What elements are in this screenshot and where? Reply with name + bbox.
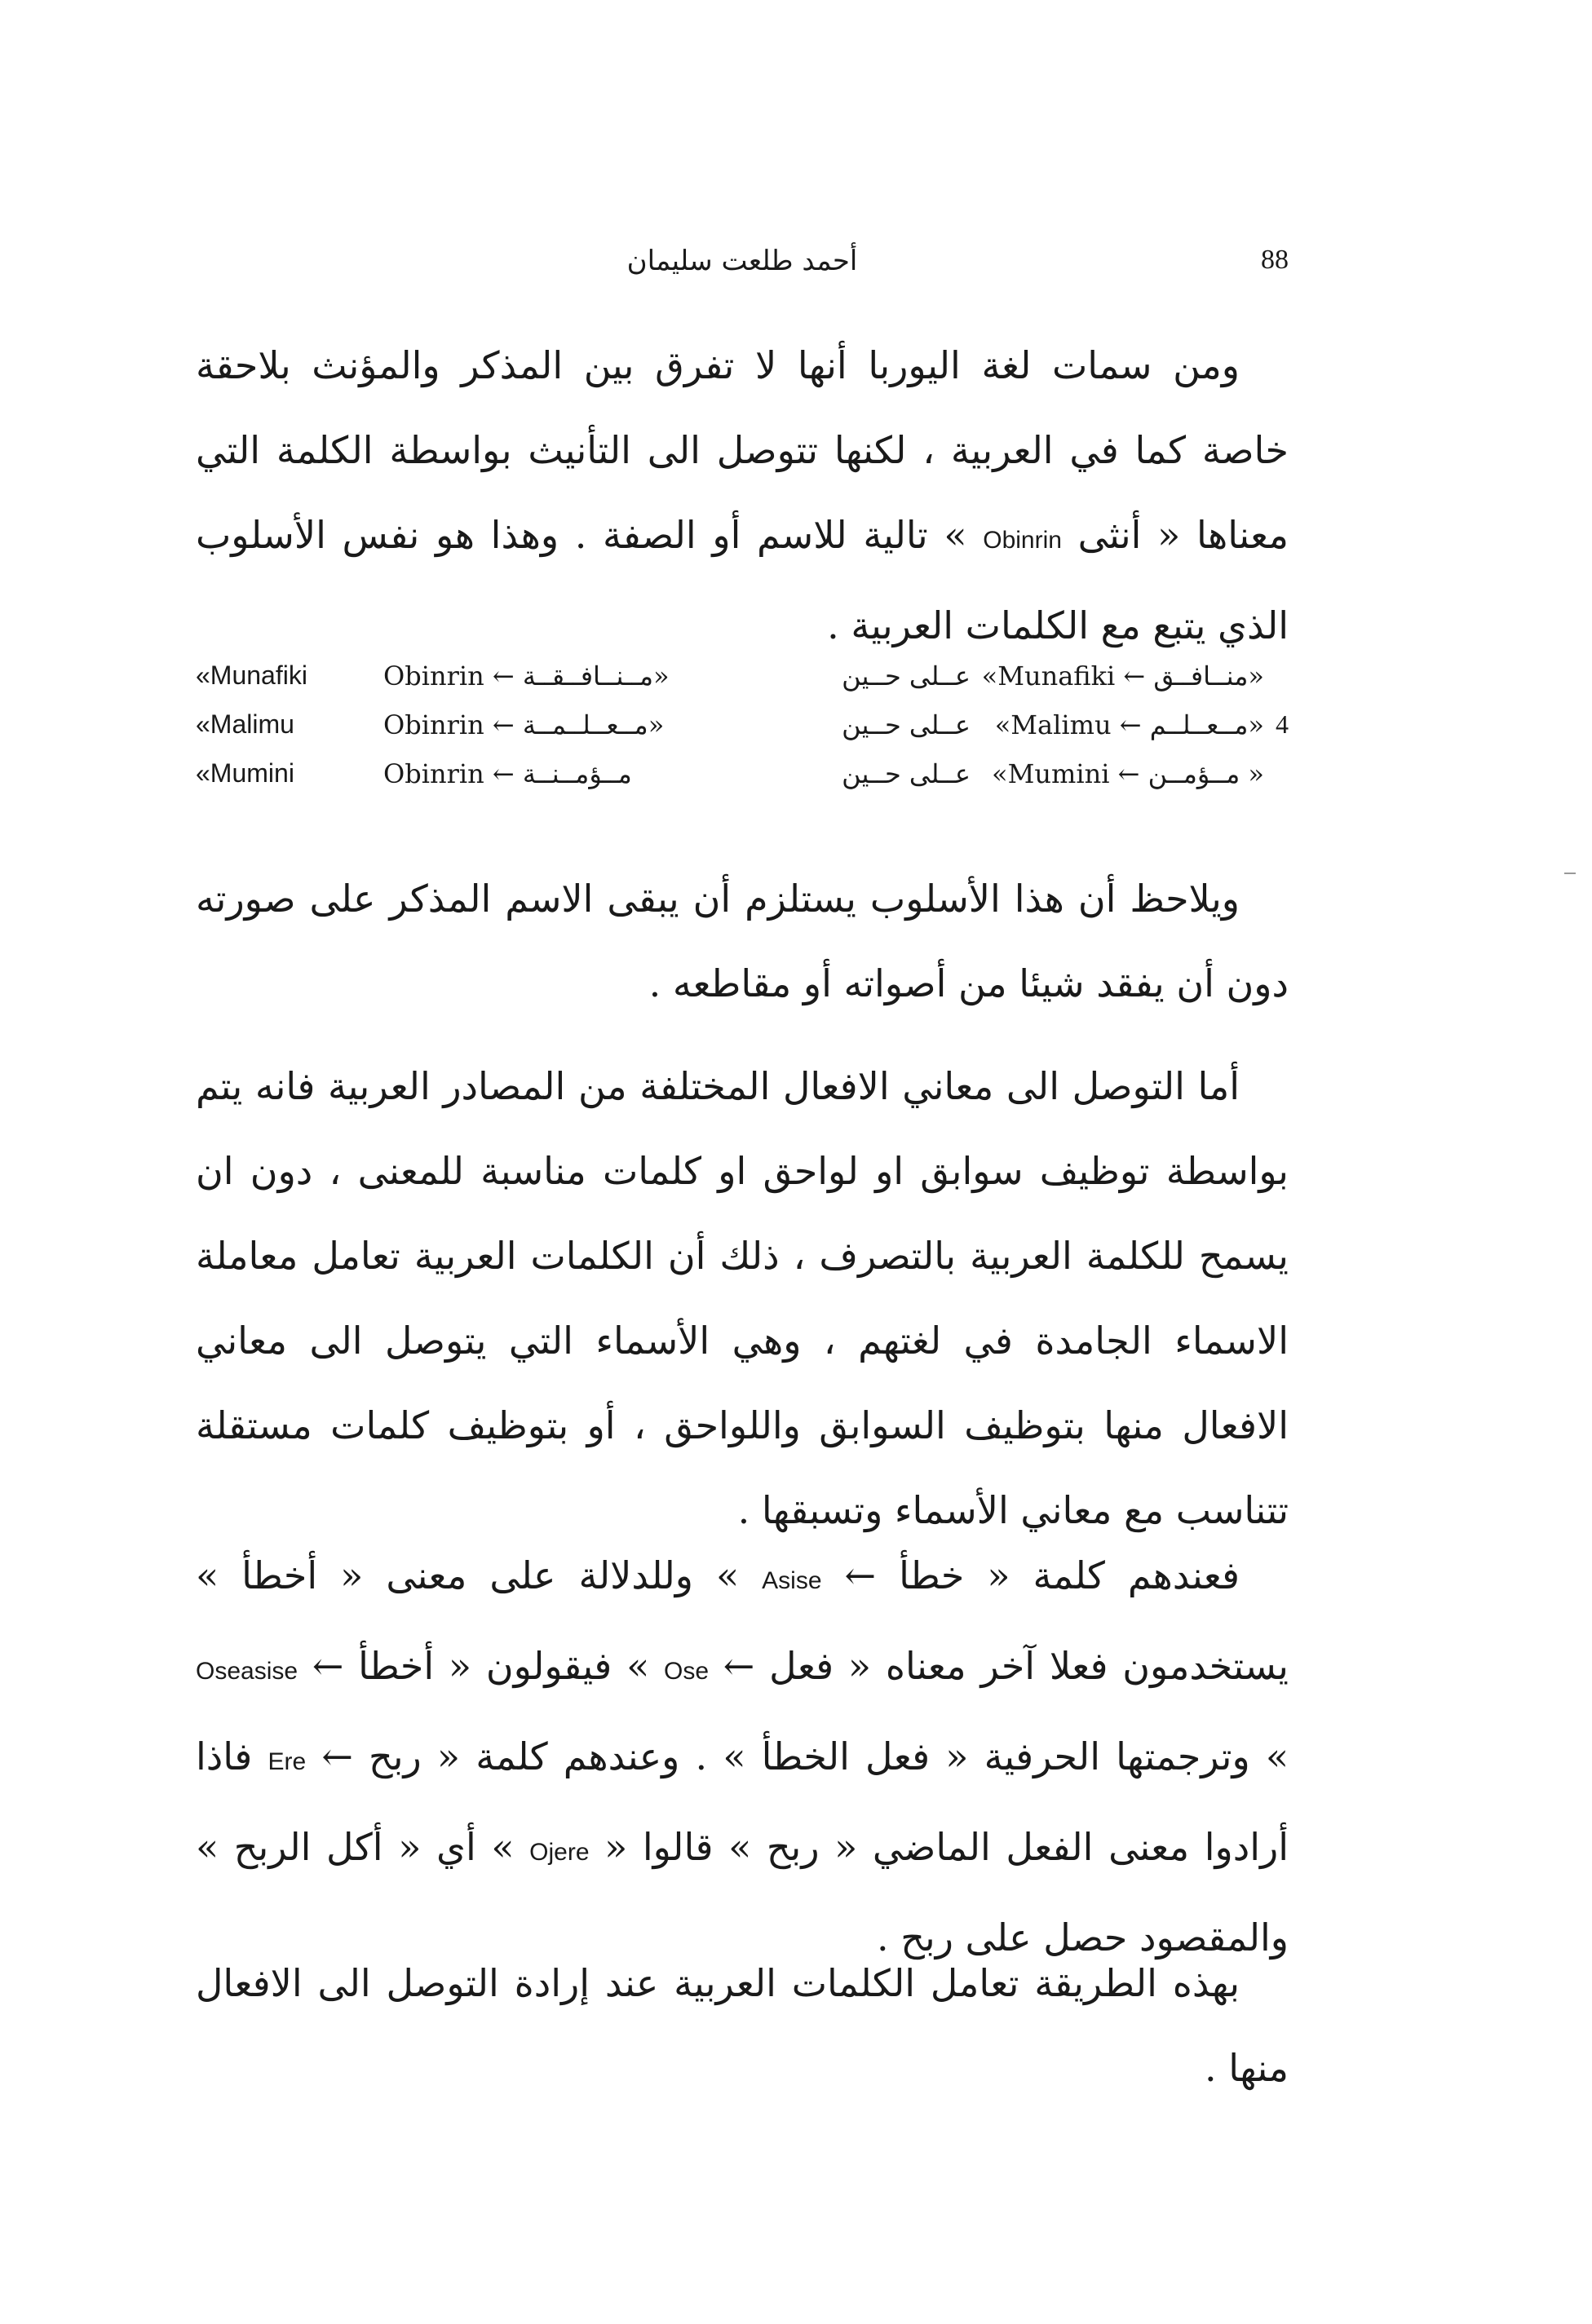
example-whereas: عــلى حــين bbox=[842, 709, 971, 740]
paragraph-text: » أي « أكل الربح » والمقصود حصل على ربح . bbox=[196, 1825, 1289, 1959]
example-number: 4 bbox=[1276, 709, 1289, 739]
example-whereas: عــلى حــين bbox=[842, 758, 971, 789]
example-feminine: مــؤمــنــة ← Obinrin bbox=[383, 758, 632, 789]
paragraph-text: » فيقولون « أخطأ ← bbox=[298, 1644, 664, 1688]
paragraph-feminine-marker bbox=[196, 323, 1289, 668]
latin-term: Ojere bbox=[529, 1839, 590, 1866]
example-row bbox=[196, 709, 1289, 755]
example-masculine: « مــؤمــن ← Mumini» bbox=[992, 758, 1264, 789]
page-header bbox=[196, 245, 1289, 294]
paragraph-examples-verbs bbox=[196, 1533, 1289, 1980]
example-whereas: عــلى حــين bbox=[842, 661, 971, 691]
paragraph-text: » وترجمتها الحرفية « فعل الخطأ » . وعندهم كلمة « ربح ← bbox=[306, 1734, 1289, 1778]
latin-term: Obinrin bbox=[983, 527, 1062, 554]
paragraph-verbs bbox=[196, 1044, 1289, 1553]
paragraph-text: » وللدلالة على معنى « أخطأ » يستخدمون فعلا آخر معناه « فعل ← bbox=[196, 1553, 1289, 1688]
latin-term: Oseasise bbox=[196, 1658, 298, 1685]
latin-term: Asise bbox=[762, 1567, 822, 1594]
example-latin: «Malimu bbox=[196, 709, 294, 739]
running-head-author: أحمد طلعت سليمان bbox=[626, 245, 858, 277]
paragraph-conclusion bbox=[196, 1941, 1289, 2110]
paragraph-text: فعندهم كلمة « خطأ ← bbox=[821, 1553, 1240, 1597]
examples-table bbox=[196, 652, 1289, 815]
latin-term: Ere bbox=[268, 1748, 307, 1775]
paragraph-text: ويلاحظ أن هذا الأسلوب يستلزم أن يبقى الاسم المذكر على صورته دون أن يفقد شيئا من أصواته أو مقاطعه . bbox=[196, 877, 1289, 1005]
paragraph-method-note bbox=[196, 856, 1289, 1026]
example-row bbox=[196, 758, 1289, 804]
paragraph-text: بهذه الطريقة تعامل الكلمات العربية عند إرادة التوصل الى الافعال منها . bbox=[196, 1961, 1289, 2090]
example-feminine: «مــعــلــمــة ← Obinrin bbox=[383, 709, 665, 740]
paragraph-text: فاذا أرادوا معنى الفعل الماضي « ربح » قالوا « bbox=[196, 1734, 1289, 1869]
margin-mark bbox=[1564, 873, 1576, 874]
paragraph-text: أما التوصل الى معاني الافعال المختلفة من المصادر العربية فانه يتم بواسطة توظيف سوابق او لواحق او كلمات مناسبة للمعنى ، دون ان يسمح للكلمة العربية بالتصرف ، ذلك أن الكلمات العربية تعامل معاملة الاسماء الجامدة في لغتهم ، وهي الأسماء التي يتوصل الى معاني الافعال منها بتوظيف السوابق واللواحق ، أو بتوظيف كلمات مستقلة تتناسب مع معاني الأسماء وتسبقها . bbox=[196, 1064, 1289, 1532]
example-latin: «Mumini bbox=[196, 758, 294, 788]
page-number: 88 bbox=[1261, 245, 1289, 275]
example-masculine: «منــافــق ← Munafiki» bbox=[981, 661, 1264, 691]
example-masculine: «مــعــلــم ← Malimu» bbox=[994, 709, 1264, 740]
example-row bbox=[196, 661, 1289, 706]
latin-term: Ose bbox=[664, 1658, 710, 1685]
example-latin: «Munafiki bbox=[196, 661, 307, 690]
paragraph-text: » تالية للاسم أو الصفة . وهذا هو نفس الأسلوب الذي يتبع مع الكلمات العربية . bbox=[196, 513, 1289, 647]
paragraph-text: ومن سمات لغة اليوربا أنها لا تفرق بين المذكر والمؤنث بلاحقة خاصة كما في العربية ، لكنها تتوصل الى التأنيث بواسطة الكلمة التي معناها « أنثى bbox=[196, 343, 1289, 557]
example-feminine: «مــنــافــقــة ← Obinrin bbox=[383, 661, 670, 691]
